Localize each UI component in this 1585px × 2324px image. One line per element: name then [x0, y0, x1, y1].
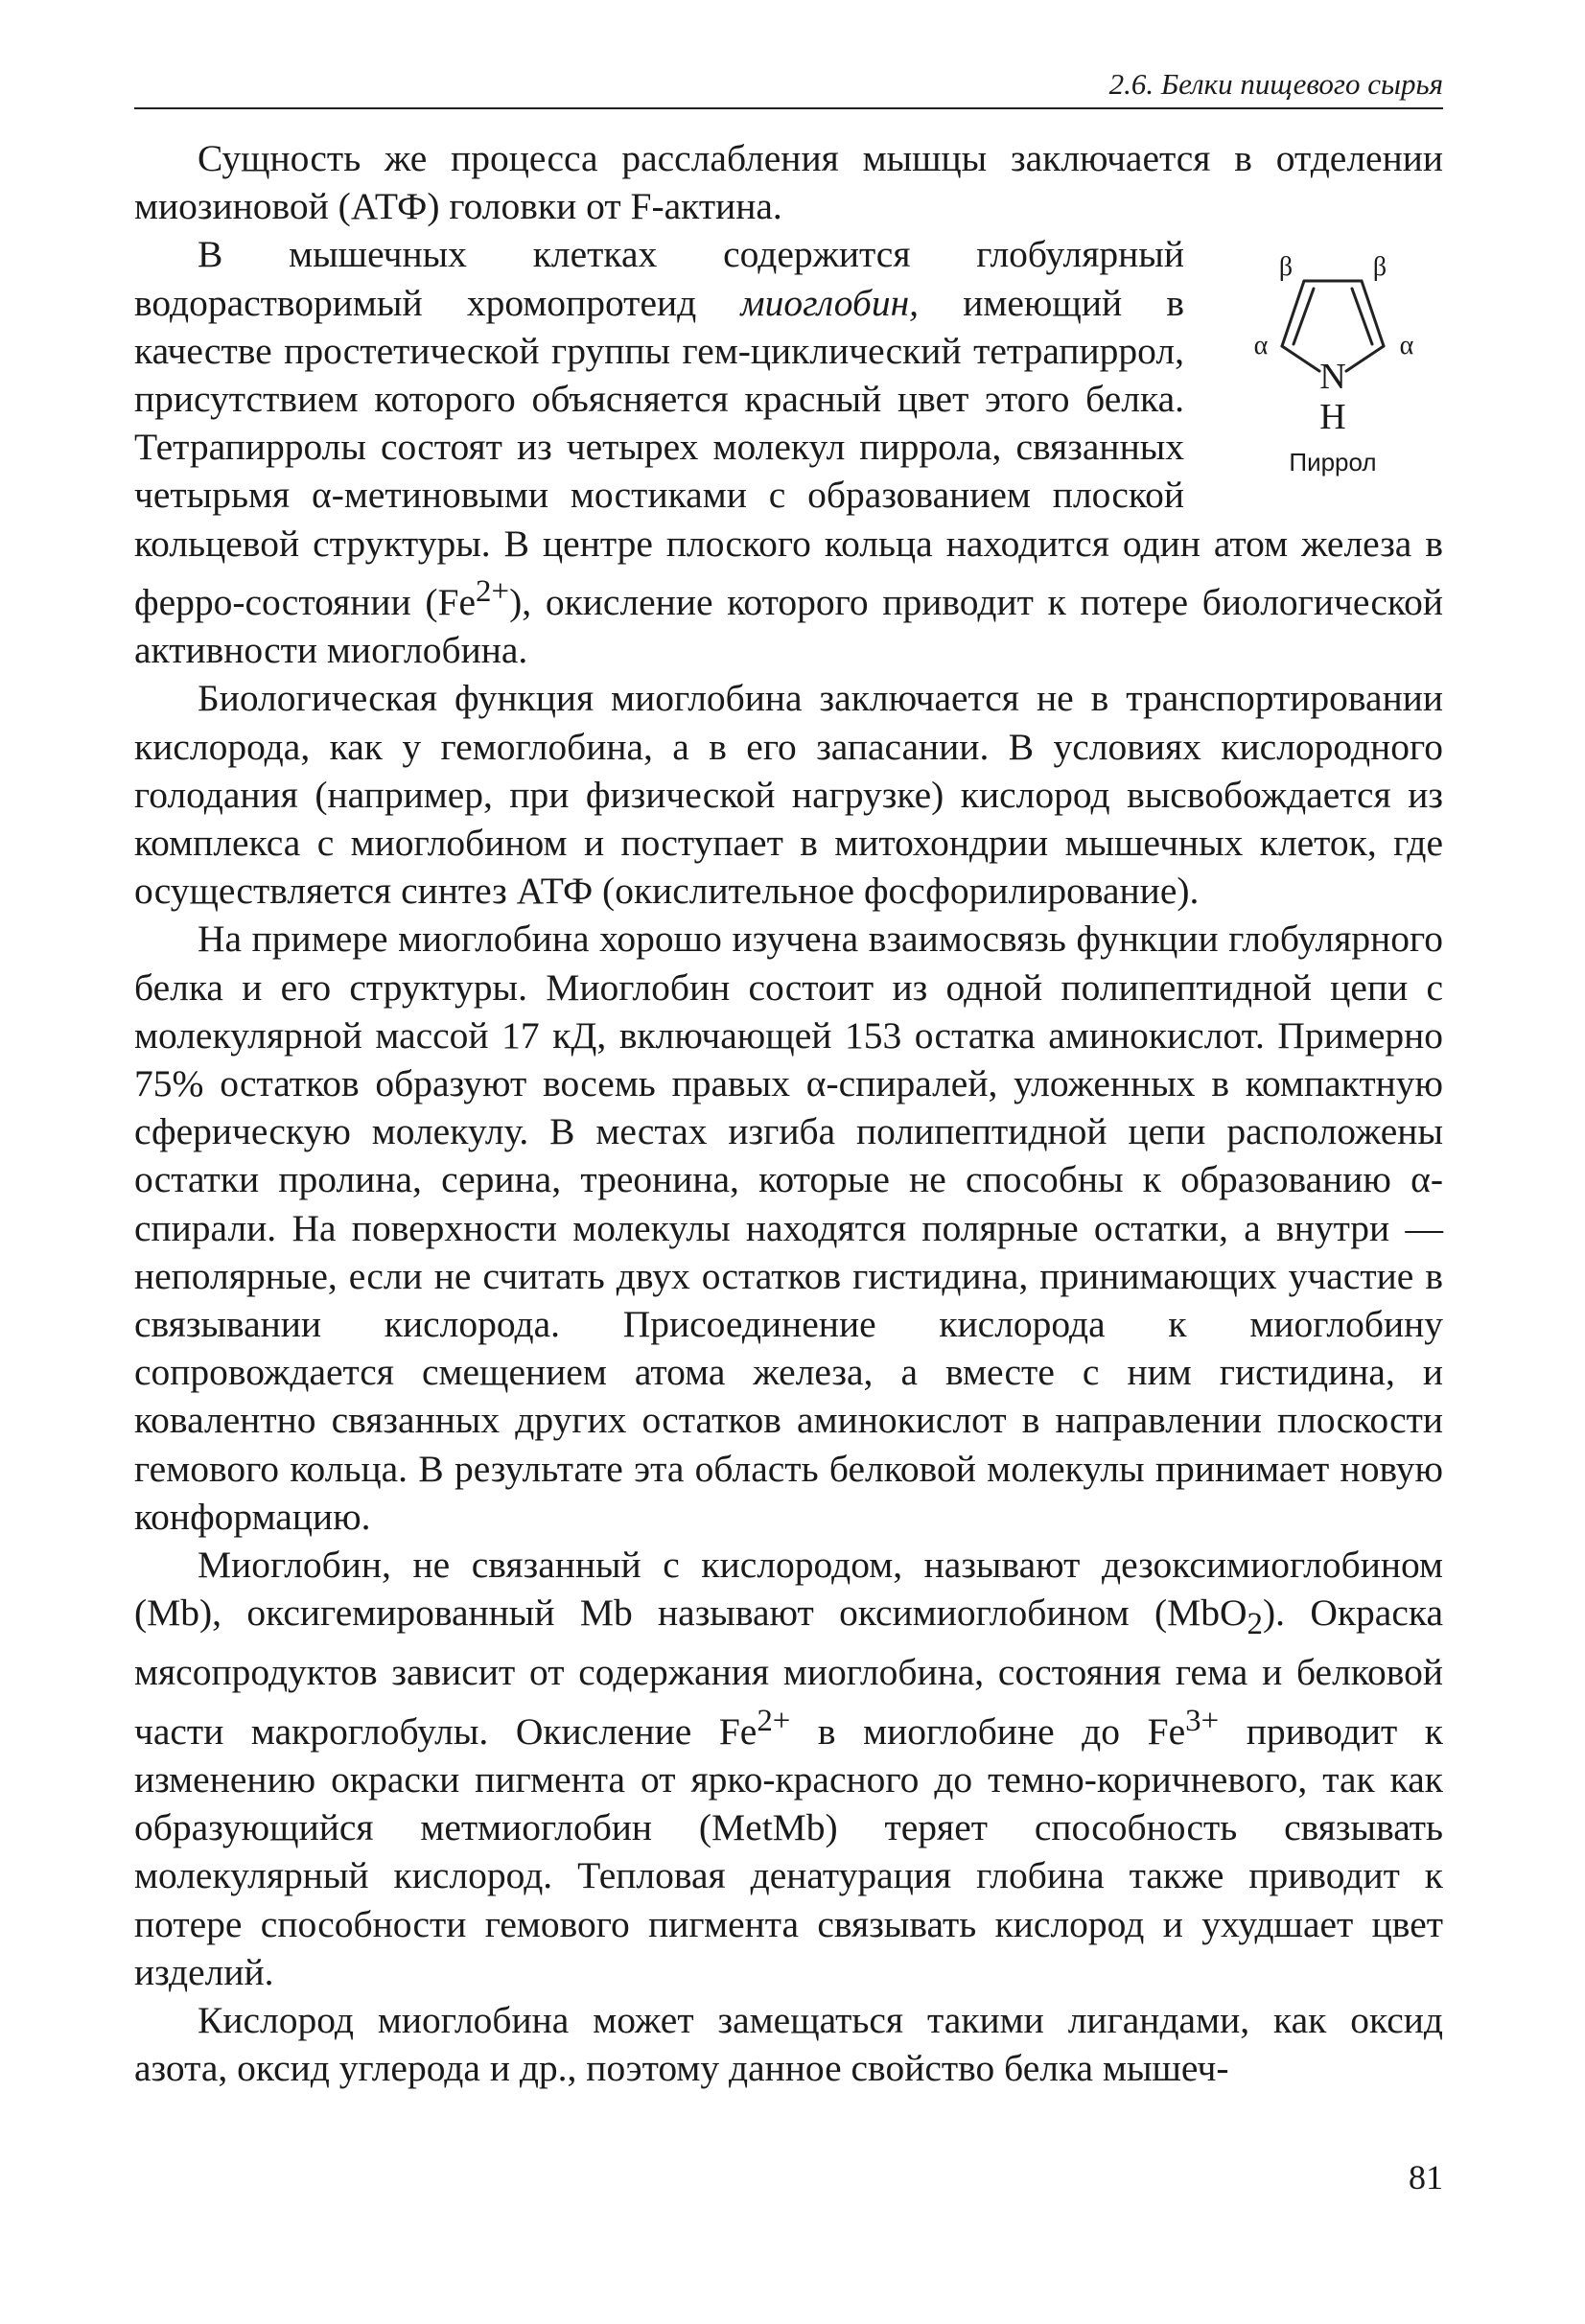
- beta-right-label: β: [1372, 252, 1387, 283]
- nitrogen-label: N: [1319, 357, 1346, 398]
- paragraph-1: Сущность же процесса расслабления мышцы заключается в отделении миозиновой (АТФ) головки от F-актина.: [134, 137, 1443, 228]
- hydrogen-label: H: [1319, 397, 1346, 437]
- running-header: 2.6. Белки пищевого сырья: [134, 67, 1443, 109]
- pyrrole-figure: [1223, 244, 1443, 476]
- paragraph-6: Кислород миоглобина может замещаться такими лигандами, как оксид азота, оксид углерода и др., поэтому данное свойство белка мышеч-: [134, 1998, 1443, 2090]
- term-myoglobin: миоглобин,: [740, 281, 920, 324]
- page-number: 81: [1409, 2158, 1443, 2196]
- bond-c4-c5-double: [1352, 289, 1372, 344]
- paragraph-4: На примере миоглобина хорошо изучена взаимосвязь функции глобулярного белка и его структуры. Миоглобин состоит из одной полипептидной цепи с молекулярной массой 17 кД, включающей 153 остатка аминокислот. Примерно 75% остатков образуют восемь правых α-спиралей, уложенных в компактную сферическую молекулу. В местах изгиба полипептидной цепи расположены остатки пролина, серина, треонина, которые не способны к образованию α-спирали. На поверхности молекулы находятся полярные остатки, а внутри — неполярные, если не считать двух остатков гистидина, принимающих участие в связывании кислорода. Присоединение кислорода к миоглобину сопровождается смещением атома железа, а вместе с ним гистидина, и ковалентно связанных других остатков аминокислот в направлении плоскости гемового кольца. В результате эта область белковой молекулы принимает новую конформацию.: [134, 918, 1443, 1538]
- page-body: [134, 134, 1443, 2092]
- paragraph-3: Биологическая функция миоглобина заключается не в транспортировании кислорода, как у гемоглобина, а в его запасании. В условиях кислородного голодания (например, при физической нагрузке) кислород высвобождается из комплекса с миоглобином и поступает в митохондрии мышечных клеток, где осуществляется синтез АТФ (окислительное фосфорилирование).: [134, 677, 1443, 913]
- figure-caption: Пиррол: [1289, 448, 1377, 477]
- beta-left-label: β: [1278, 252, 1294, 283]
- alpha-right-label: α: [1399, 331, 1414, 361]
- paragraph-5: Миоглобин, не связанный с кислородом, называют дезоксимиоглобином (Mb), оксигемированный Mb называют оксимиоглобином (MbO$_2$). Окраска мясопродуктов зависит от содержания миоглобина, состояния гема и белковой части макроглобулы. Окисление $Fe^{2+}$ в миоглобине до $Fe^{3+}$ приводит к изменению окраски пигмента от ярко-красного до темно-коричневого, так как образующийся метмиоглобин (MetMb) теряет способность связывать молекулярный кислород. Тепловая денатурация глобина также приводит к потере способности гемового пигмента связывать кислород и ухудшает цвет изделий.: [134, 1544, 1444, 1993]
- bond-c2-c3-double: [1294, 289, 1314, 344]
- bond-c2-n: [1282, 346, 1319, 371]
- bond-c2-c3: [1282, 281, 1304, 346]
- bond-c4-c5: [1362, 281, 1384, 346]
- alpha-left-label: α: [1253, 331, 1269, 361]
- pyrrole-structure: [1223, 244, 1443, 436]
- bond-c5-n: [1346, 346, 1384, 371]
- paragraph-2: В мышечных клетках содержится глобулярный водорастворимый хромопротеид миоглобин, имеющий в качестве простетической группы гем-циклический тетрапиррол, присутствием которого объясняется красный цвет этого белка. Тетрапирролы состоят из четырех молекул пиррола, связанных четырьмя α-метиновыми мостиками с образованием плоской кольцевой структуры. В центре плоского кольца находится один атом железа в ферро-состоянии $(Fe^{2+})$, окисление которого приводит к потере биологической активности миоглобина.: [134, 233, 1443, 672]
